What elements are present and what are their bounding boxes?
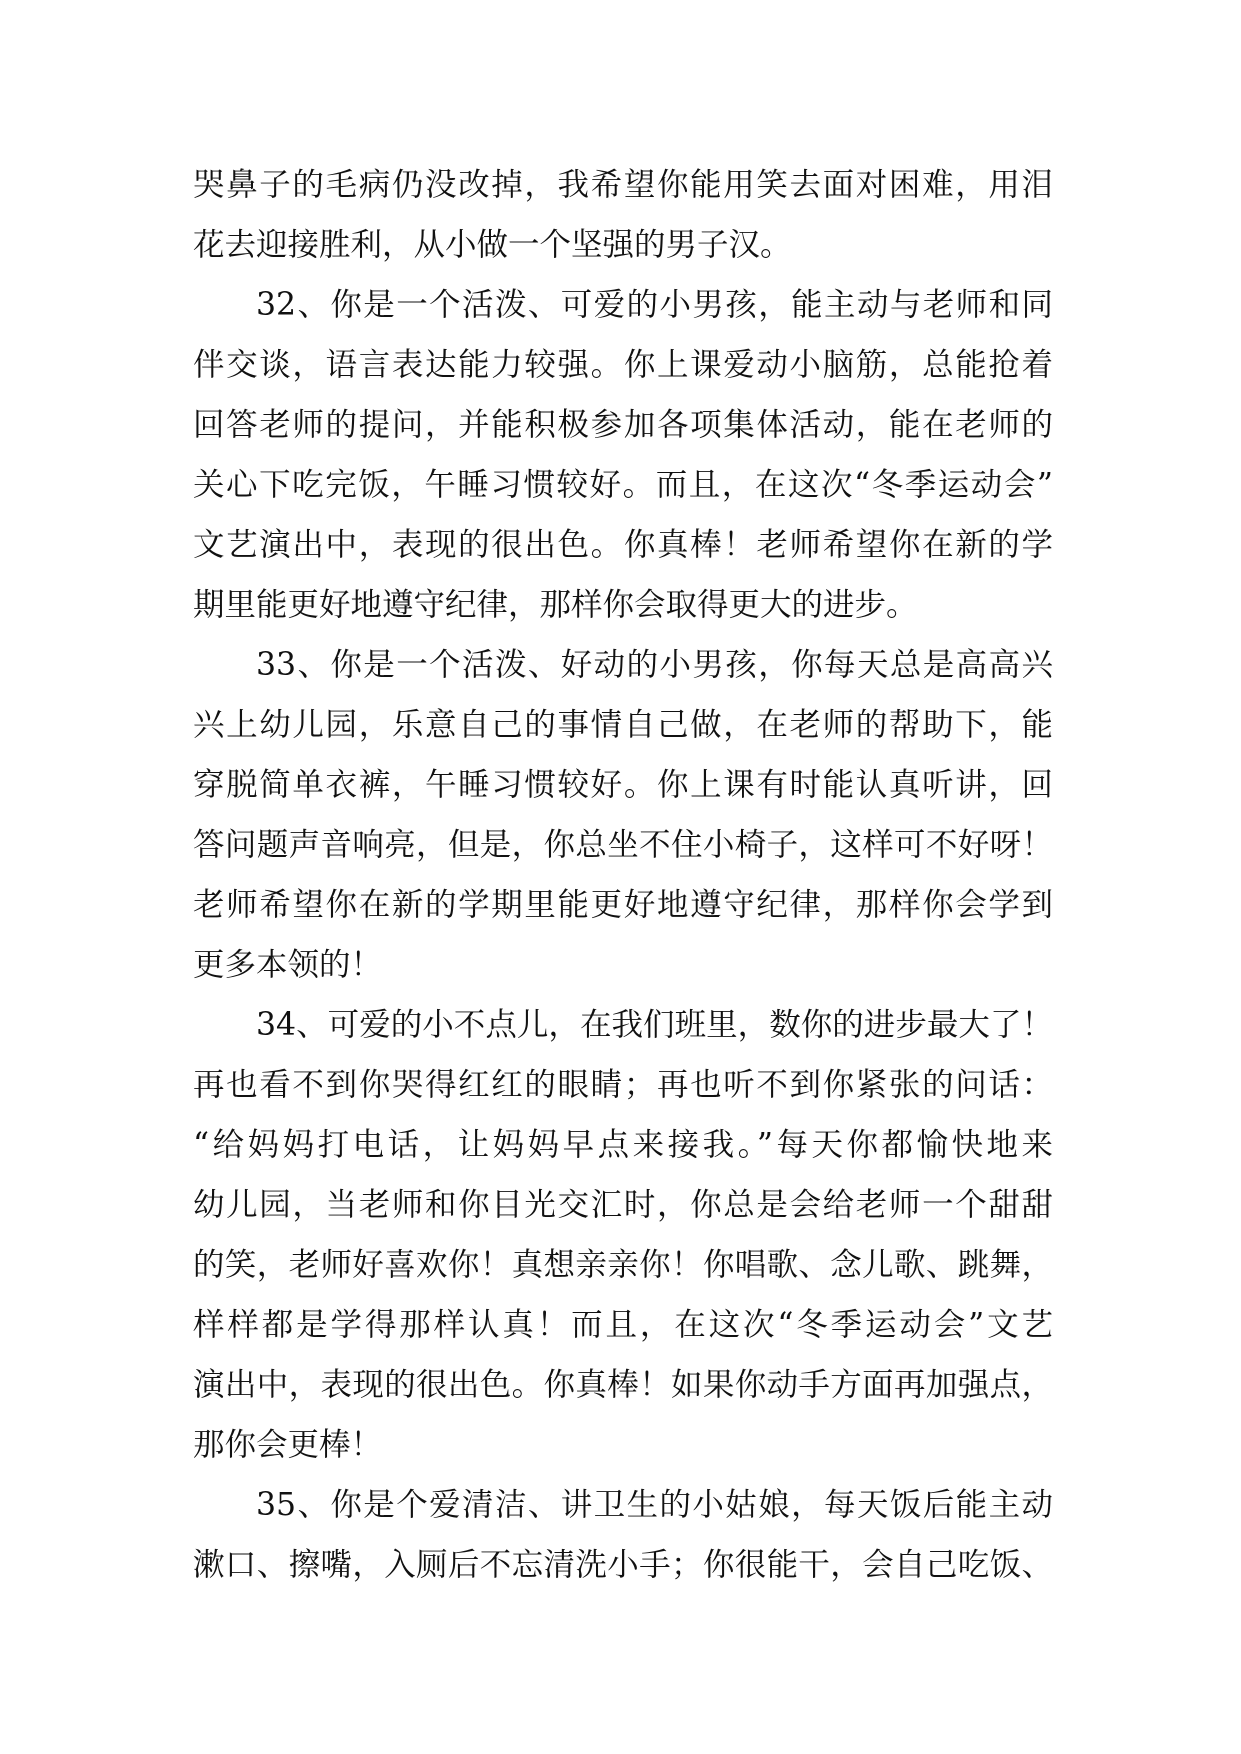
paragraph-33 (193, 635, 1053, 995)
text-line: 漱口、擦嘴，入厕后不忘清洗小手；你很能干，会自己吃饭、 (193, 1547, 1053, 1583)
text-line: 伴交谈，语言表达能力较强。你上课爱动小脑筋，总能抢着 (193, 347, 1053, 383)
paragraph-35 (193, 1475, 1053, 1595)
text-line: 关心下吃完饭，午睡习惯较好。而且，在这次“冬季运动会” (193, 467, 1053, 503)
text-line: 兴上幼儿园，乐意自己的事情自己做，在老师的帮助下，能 (193, 707, 1053, 743)
text-line: 34、可爱的小不点儿，在我们班里，数你的进步最大了！ (256, 1007, 1053, 1043)
paragraph-32 (193, 275, 1053, 635)
text-line: 32、你是一个活泼、可爱的小男孩，能主动与老师和同 (256, 287, 1053, 323)
text-line: 文艺演出中，表现的很出色。你真棒！老师希望你在新的学 (193, 527, 1053, 563)
text-line: 回答老师的提问，并能积极参加各项集体活动，能在老师的 (193, 407, 1053, 443)
text-line: 更多本领的！ (193, 947, 383, 983)
text-line: “给妈妈打电话，让妈妈早点来接我。”每天你都愉快地来 (193, 1127, 1053, 1163)
text-line: 35、你是个爱清洁、讲卫生的小姑娘，每天饭后能主动 (256, 1487, 1053, 1523)
paragraph-34 (193, 995, 1053, 1475)
text-line: 老师希望你在新的学期里能更好地遵守纪律，那样你会学到 (193, 887, 1053, 923)
text-line: 答问题声音响亮，但是，你总坐不住小椅子，这样可不好呀！ (193, 827, 1053, 863)
text-line: 样样都是学得那样认真！而且，在这次“冬季运动会”文艺 (193, 1307, 1053, 1343)
text-line: 那你会更棒！ (193, 1427, 383, 1463)
text-line: 期里能更好地遵守纪律，那样你会取得更大的进步。 (193, 587, 918, 623)
text-line: 的笑，老师好喜欢你！真想亲亲你！你唱歌、念儿歌、跳舞， (193, 1247, 1053, 1283)
text-line: 33、你是一个活泼、好动的小男孩，你每天总是高高兴 (256, 647, 1053, 683)
paragraph-31-continued (193, 155, 1053, 275)
text-line: 幼儿园，当老师和你目光交汇时，你总是会给老师一个甜甜 (193, 1187, 1053, 1223)
body-text (193, 155, 1053, 1595)
text-line: 演出中，表现的很出色。你真棒！如果你动手方面再加强点， (193, 1367, 1053, 1403)
text-line: 花去迎接胜利，从小做一个坚强的男子汉。 (193, 227, 792, 263)
text-line: 哭鼻子的毛病仍没改掉，我希望你能用笑去面对困难，用泪 (193, 167, 1053, 203)
text-line: 再也看不到你哭得红红的眼睛；再也听不到你紧张的问话： (193, 1067, 1053, 1103)
text-line: 穿脱简单衣裤，午睡习惯较好。你上课有时能认真听讲，回 (193, 767, 1053, 803)
